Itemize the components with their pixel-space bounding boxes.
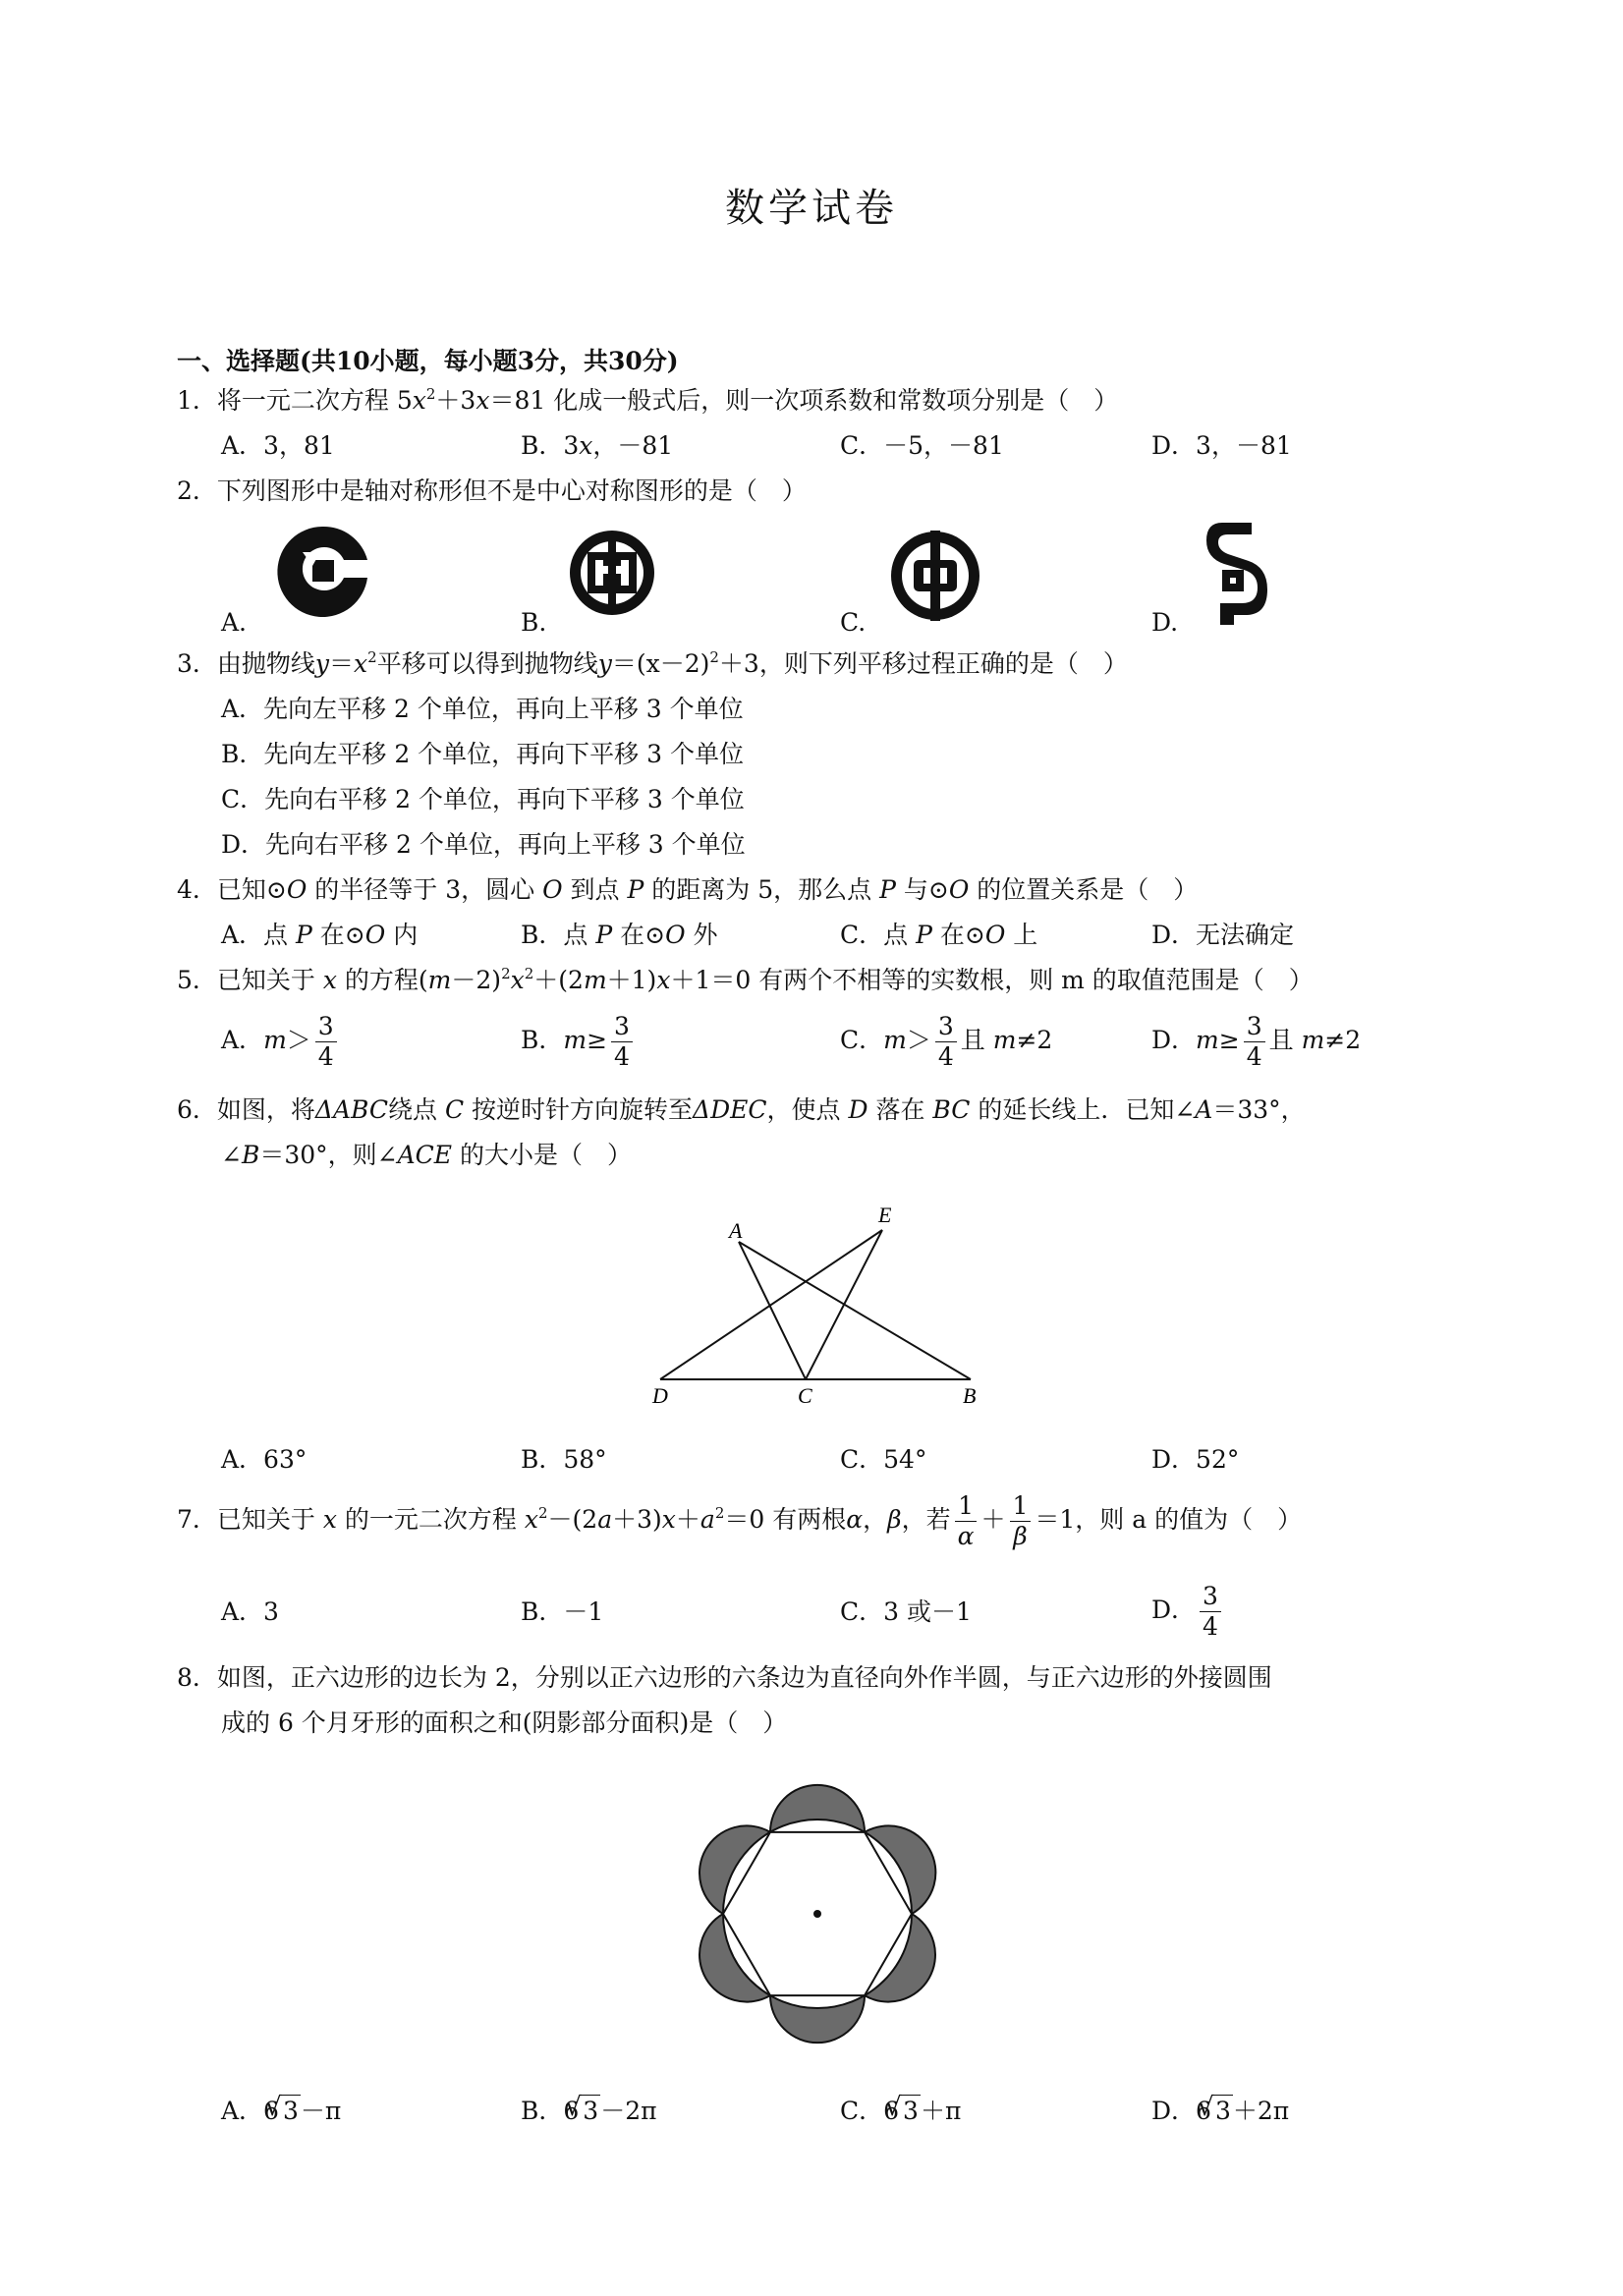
q5-option-a: A．m＞ $\frac{3}{4}$: [221, 1012, 341, 1072]
line-ab: [739, 1242, 971, 1379]
q2-label-c: C.: [840, 608, 867, 637]
question-5-stem: 5．已知关于 x 的方程$(m-2)^2x^2+(2m+1)x+1=0$ 有两个不相等的实数根，则 m 的取值范围是（ ）: [177, 965, 1314, 994]
question-1-stem: 1．将一元二次方程 $5x^2+3x=81$ 化成一般式后，则一次项系数和常数项分别是（ ）: [177, 385, 1119, 415]
q8-option-b: B．6√ 3－2π: [521, 2095, 657, 2127]
q1-option-d: D．3，－81: [1151, 431, 1292, 460]
line-ec: [806, 1230, 882, 1379]
q8-option-a: A．6√ 3－π: [221, 2095, 341, 2127]
q5-option-b: B．m≥ $\frac{3}{4}$: [521, 1012, 637, 1072]
logo-d-image: [1201, 519, 1269, 629]
label-a: A: [729, 1218, 743, 1243]
question-6-line2: ∠B＝30°，则∠ACE 的大小是（ ）: [221, 1141, 632, 1169]
q3-option-c: C．先向右平移 2 个单位，再向下平移 3 个单位: [221, 785, 745, 813]
label-b: B: [963, 1383, 977, 1408]
question-2-stem: 2．下列图形中是轴对称形但不是中心对称图形的是（ ）: [177, 476, 807, 505]
question-8-line1: 8．如图，正六边形的边长为 2，分别以正六边形的六条边为直径向外作半圆，与正六边形的外接圆围: [177, 1663, 1272, 1692]
question-7-stem: 7．已知关于 x 的一元二次方程 $x^2-(2a+3)x+a^2=0$ 有两根α，β，若 $\frac{1}{\alpha}$ ＋ $\frac{1}{\beta}$ ＝1，则 a 的值为（ ）: [177, 1491, 1303, 1550]
hexagon-figure: [682, 1768, 953, 2059]
triangle-figure: [629, 1199, 1002, 1415]
question-4-stem: 4．已知⊙O 的半径等于 3，圆心 O 到点 P 的距离为 5，那么点 P 与⊙O 的位置关系是（ ）: [177, 875, 1199, 904]
q6-option-a: A．63°: [221, 1445, 308, 1474]
q4-option-b: B．点 P 在⊙O 外: [521, 921, 718, 949]
q3-option-d: D．先向右平移 2 个单位，再向上平移 3 个单位: [221, 830, 746, 859]
label-c: C: [798, 1383, 812, 1408]
q4-option-d: D．无法确定: [1151, 921, 1295, 949]
q1-option-a: A．3，81: [221, 431, 335, 460]
q6-option-d: D．52°: [1151, 1445, 1240, 1474]
q5-option-c: C．m＞ $\frac{3}{4}$ 且 m≠2: [840, 1012, 1053, 1071]
q4-option-a: A．点 P 在⊙O 内: [221, 921, 419, 949]
section-heading: 一、选择题(共10小题，每小题3分，共30分): [177, 347, 679, 375]
q6-option-c: C．54°: [840, 1445, 927, 1474]
q5-option-d: D．m≥ $\frac{3}{4}$ 且 m≠2: [1151, 1012, 1362, 1071]
center-dot: [813, 1910, 821, 1918]
q8-option-d: D．6√ 3＋2π: [1151, 2095, 1289, 2127]
page-title: 数学试卷: [725, 186, 898, 231]
q7-option-a: A．3: [221, 1597, 279, 1626]
q6-option-b: B．58°: [521, 1445, 607, 1474]
question-6-line1: 6．如图，将ΔABC绕点 C 按逆时针方向旋转至ΔDEC，使点 D 落在 BC 的延长线上．已知∠A＝33°，: [177, 1095, 1306, 1124]
logo-a-image: [273, 523, 371, 621]
q2-label-d: D.: [1151, 608, 1179, 637]
line-ed: [660, 1230, 882, 1379]
label-d: D: [652, 1383, 668, 1408]
q7-option-b: B．－1: [521, 1597, 604, 1626]
q3-option-b: B．先向左平移 2 个单位，再向下平移 3 个单位: [221, 740, 744, 768]
q2-label-a: A.: [221, 608, 248, 637]
q8-option-c: C．6√ 3＋π: [840, 2095, 961, 2127]
question-3-stem: 3．由抛物线$y=x^2$平移可以得到抛物线$y=(x-2)^2+3$，则下列平移过程正确的是（ ）: [177, 648, 1128, 678]
logo-c-image: [890, 531, 980, 621]
q1-option-c: C．－5，－81: [840, 431, 1004, 460]
logo-b-image: [568, 529, 656, 617]
q7-option-c: C．3 或－1: [840, 1597, 972, 1626]
q1-option-b: B．3x，－81: [521, 431, 674, 460]
label-e: E: [878, 1203, 892, 1227]
q7-option-d: D． $\frac{3}{4}$: [1151, 1582, 1225, 1642]
question-8-line2: 成的 6 个月牙形的面积之和(阴影部分面积)是（ ）: [221, 1708, 788, 1737]
q3-option-a: A．先向左平移 2 个单位，再向上平移 3 个单位: [221, 695, 744, 723]
q4-option-c: C．点 P 在⊙O 上: [840, 921, 1038, 949]
q2-label-b: B.: [521, 608, 547, 637]
